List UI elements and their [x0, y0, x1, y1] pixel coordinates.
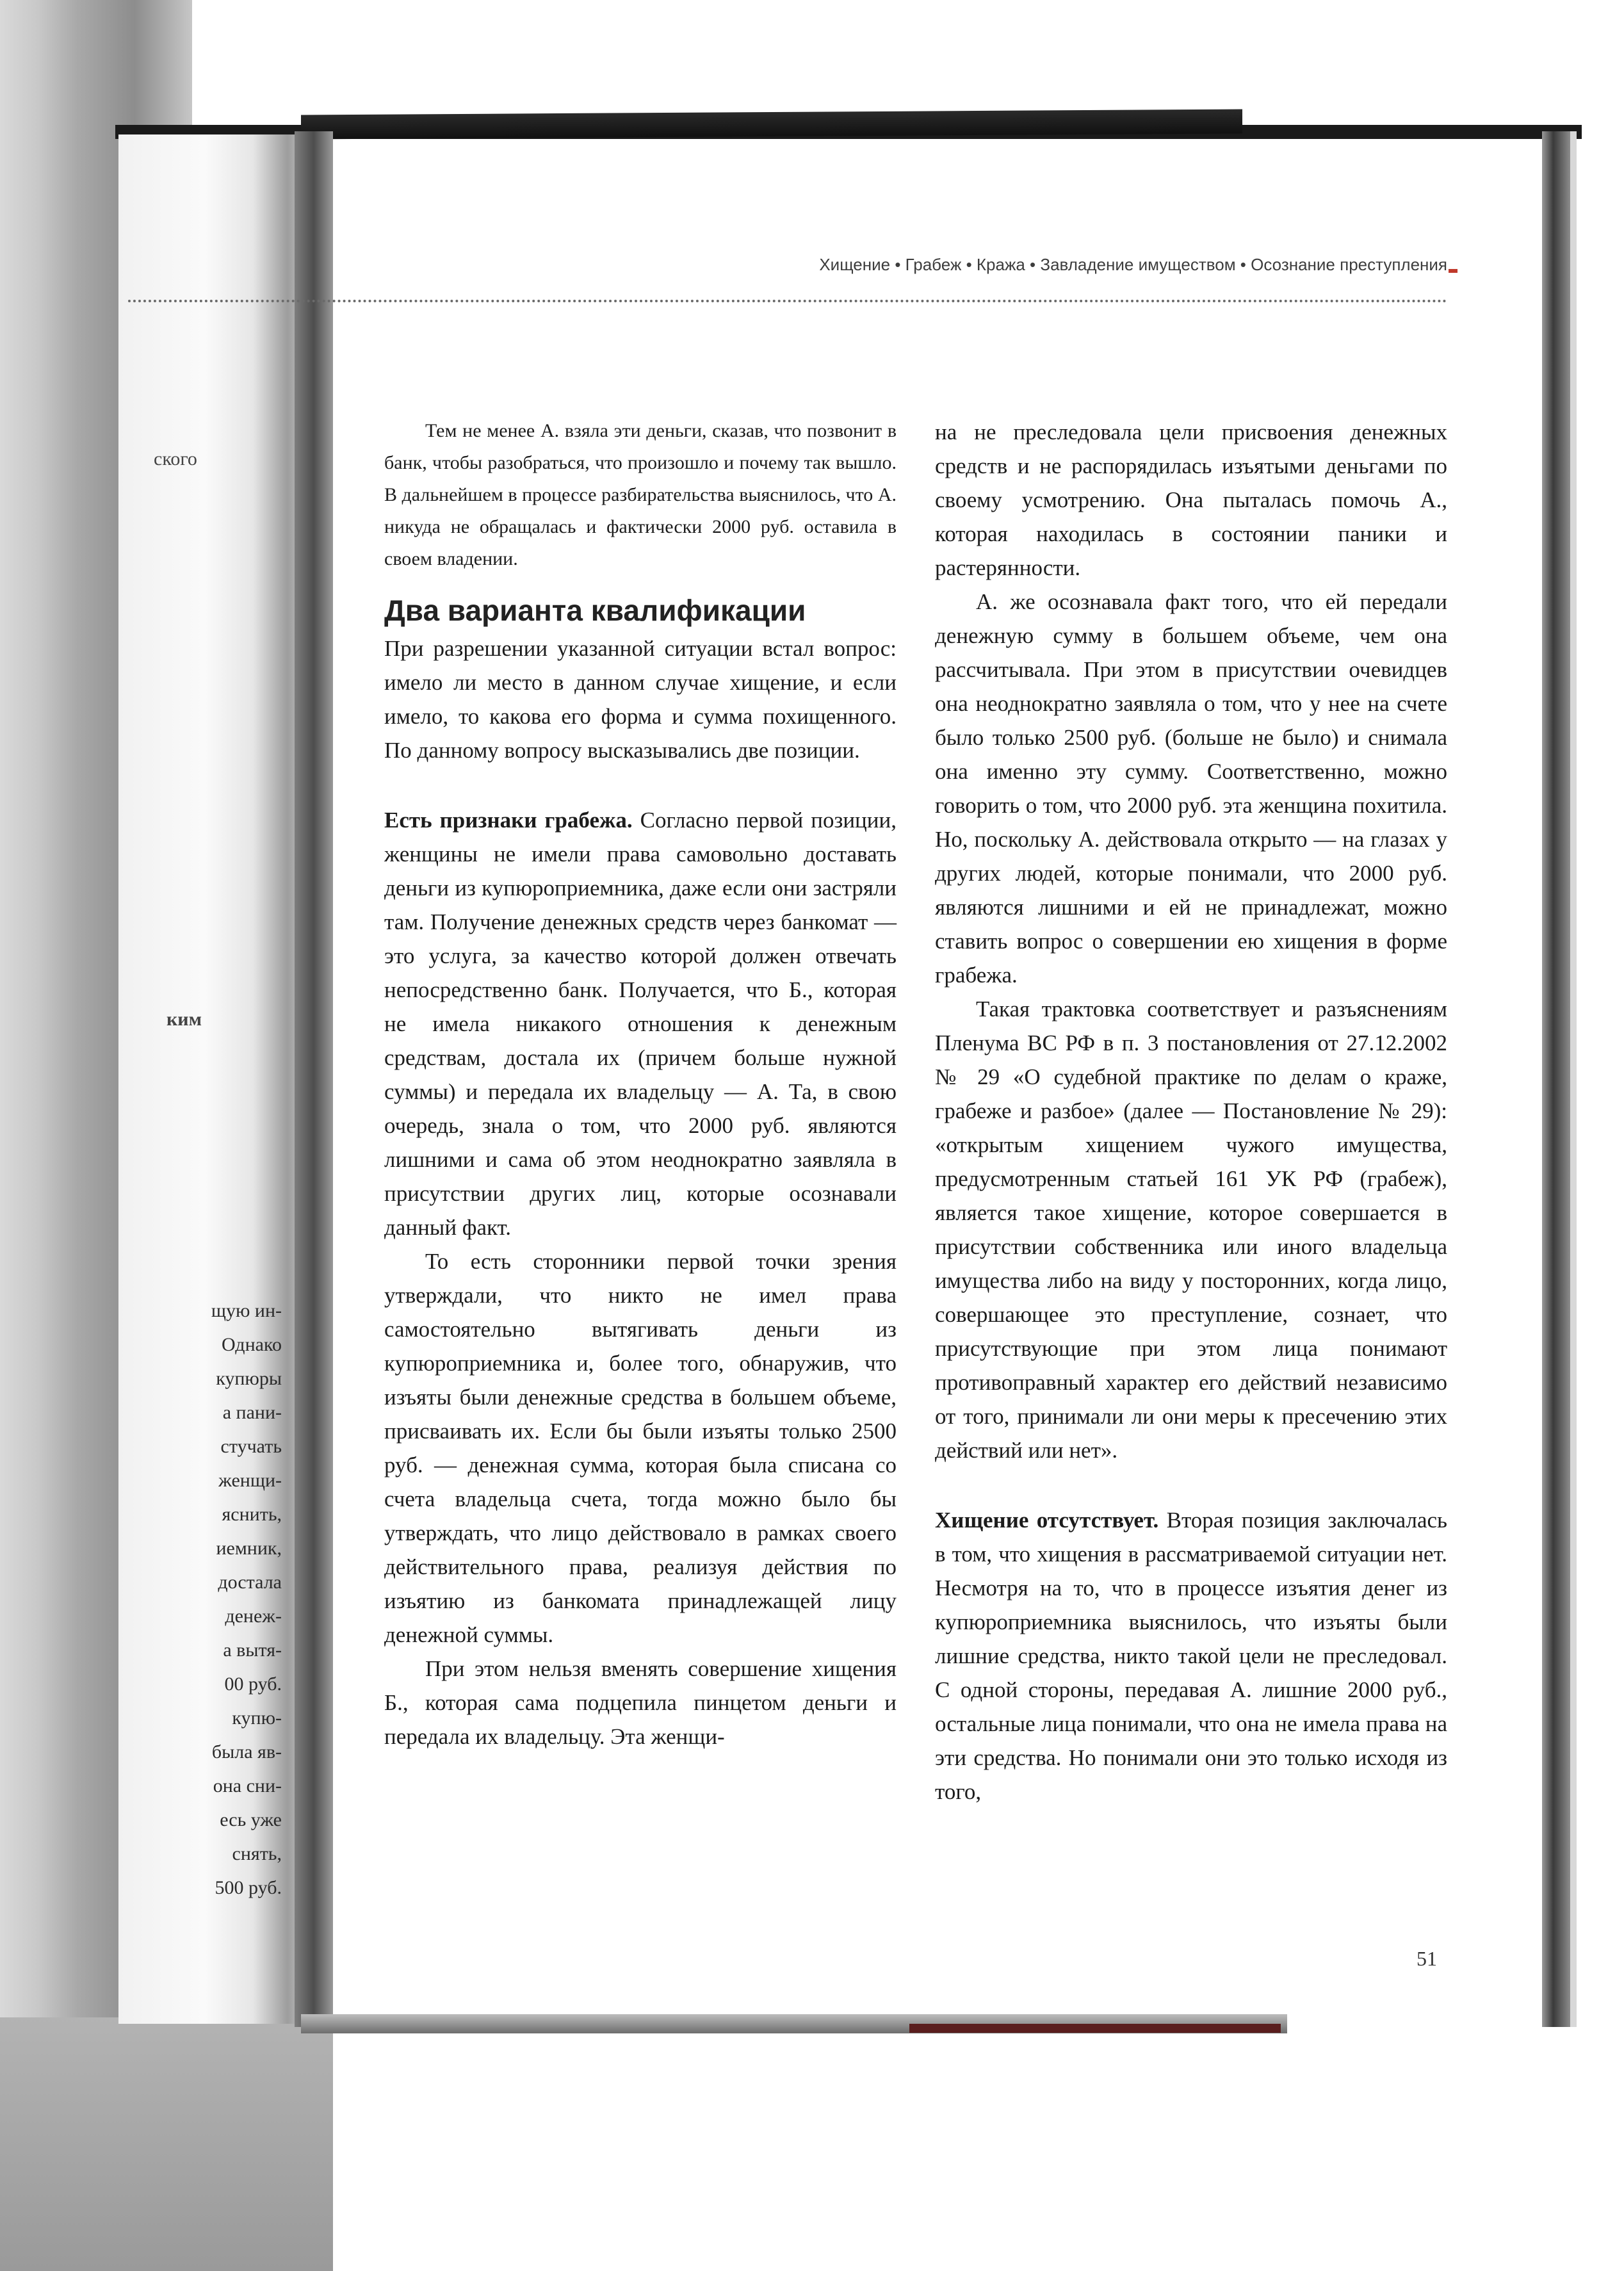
- right-column: [935, 415, 1447, 1809]
- left-fragment-top: ского: [154, 448, 197, 469]
- paragraph-hishchenie: [935, 1503, 1447, 1809]
- scan-bottom-mark: [909, 2024, 1281, 2033]
- paragraph: То есть сторонники первой точки зрения утверждали, что никто не имел права самостоятельно вытягивать деньги из купюроприемника и, более того, обнаружив, что изъяты были денежные средства в большем объеме, присваивать их. Если бы были изъяты только 2500 руб. — денежная сумма, которая была списана со счета владельца счета, тогда можно было бы утверждать, что лицо действовало в рамках своего действительного права, реализуя действия по изъятию из банкомата принадлежащей лицу денежной суммы.: [384, 1249, 897, 1647]
- left-line: она сни-: [213, 1775, 282, 1796]
- paragraph: При разрешении указанной ситуации встал вопрос: имело ли место в данном случае хищение, и если имело, то какова его форма и сумма похищенного. По данному вопросу высказывались две позиции.: [384, 636, 897, 763]
- paragraph: на не преследовала цели присвоения денежных средств и не распорядилась изъятыми деньгами по своему усмотрению. Она пыталась помочь А., которая находилась в состоянии паники и растерянности.: [935, 419, 1447, 580]
- left-line: яснить,: [222, 1504, 282, 1525]
- paragraph-text: Вторая позиция заключалась в том, что хищения в рассматриваемой ситуации нет. Несмотря на то, что в процессе изъятия денег из купюроприемника выяснилось, что изъяты были лишние средства, никто такой цели не преследовал. С одной стороны, передавая А. лишние 2000 руб., остальные лица понимали, что она не имела права на эти средства. Но понимали они это только исходя из того,: [935, 1508, 1447, 1804]
- run-in-heading: Хищение отсутствует.: [935, 1508, 1159, 1533]
- scan-bottom-shadow: [0, 2017, 333, 2271]
- running-header: Хищение • Грабеж • Кража • Завладение имуществом • Осознание преступления: [819, 255, 1447, 274]
- left-column: [384, 415, 897, 1754]
- left-line: 00 руб.: [224, 1673, 282, 1695]
- paragraph-grabezh: [384, 803, 897, 1244]
- scan-right-strip: [1570, 131, 1577, 2027]
- left-line: а пани-: [222, 1402, 282, 1423]
- left-line: женщи-: [218, 1470, 282, 1491]
- section-heading: Два варианта квалификации: [384, 594, 806, 627]
- left-line: денеж-: [225, 1606, 282, 1627]
- left-line: есь уже: [220, 1809, 282, 1830]
- left-line: была яв-: [211, 1741, 282, 1762]
- book-spine: [295, 131, 333, 2027]
- left-line: купю-: [232, 1707, 282, 1729]
- left-line: Однако: [222, 1334, 282, 1355]
- intro-paragraph: Тем не менее А. взяла эти деньги, сказав, что позвонит в банк, чтобы разобраться, что произошло и почему так вышло. В дальнейшем в процессе разбирательства выяснилось, что А. никуда не обращалась и фактически 2000 руб. оставила в своем владении.: [384, 420, 897, 569]
- paragraph: А. же осознавала факт того, что ей передали денежную сумму в большем объеме, чем она рассчитывала. При этом в присутствии очевидцев она неоднократно заявляла о том, что у нее на счете было только 2500 руб. (больше не было) и снимала она именно эту сумму. Соответственно, можно говорить о том, что 2000 руб. эта женщина похитила. Но, поскольку А. действовала открыто — на глазах у других людей, которые понимали, что 2000 руб. являются лишними и ей не принадлежат, можно ставить вопрос о совершении ею хищения в форме грабежа.: [935, 589, 1447, 988]
- left-line: щую ин-: [211, 1300, 282, 1321]
- scan-right-edge: [1542, 131, 1570, 2027]
- paragraph: Такая трактовка соответствует и разъяснениям Пленума ВС РФ в п. 3 постановления от 27.12.2002 № 29 «О судебной практике по делам о краже, грабеже и разбое» (далее — Постановление № 29): «открытым хищением чужого имущества, предусмотренным статьей 161 УК РФ (грабеж), является такое хищение, которое совершается в присутствии собственника или иного владельца имущества либо на виду у посторонних, когда лицо, совершающее это преступление, сознает, что присутствующие при этом лица понимают противоправный характер его действий независимо от того, принимали ли они меры к пресечению этих действий или нет».: [935, 997, 1447, 1463]
- left-line: снять,: [232, 1843, 282, 1864]
- left-line: а вытя-: [223, 1640, 282, 1661]
- page-number: 51: [1417, 1947, 1437, 1970]
- header-marker: [1449, 269, 1458, 273]
- paragraph-text: Согласно первой позиции, женщины не имели права самовольно доставать деньги из купюроприемника, даже если они застряли там. Получение денежных средств через банкомат — это услуга, за качество которой должен отвечать непосредственно банк. Получается, что Б., которая не имела никакого отношения к денежным средствам, достала их (причем больше нужной суммы) и передала их владельцу — А. Та, в свою очередь, знала о том, что 2000 руб. являются лишними и сама об этом неоднократно заявляла в присутствии других лиц, которые осознавали данный факт.: [384, 808, 897, 1240]
- left-line: 500 руб.: [215, 1877, 282, 1898]
- run-in-heading: Есть признаки грабежа.: [384, 808, 633, 833]
- paragraph: При этом нельзя вменять совершение хищения Б., которая сама подцепила пинцетом деньги и передала их владельцу. Эта женщи-: [384, 1656, 897, 1749]
- left-line: иемник,: [216, 1538, 282, 1559]
- left-page-text: [147, 1294, 282, 1905]
- left-line: стучать: [220, 1436, 282, 1457]
- left-fragment-middle: ким: [166, 1009, 202, 1030]
- header-rule: [128, 300, 1447, 302]
- left-line: достала: [218, 1572, 282, 1593]
- left-line: купюры: [216, 1368, 282, 1389]
